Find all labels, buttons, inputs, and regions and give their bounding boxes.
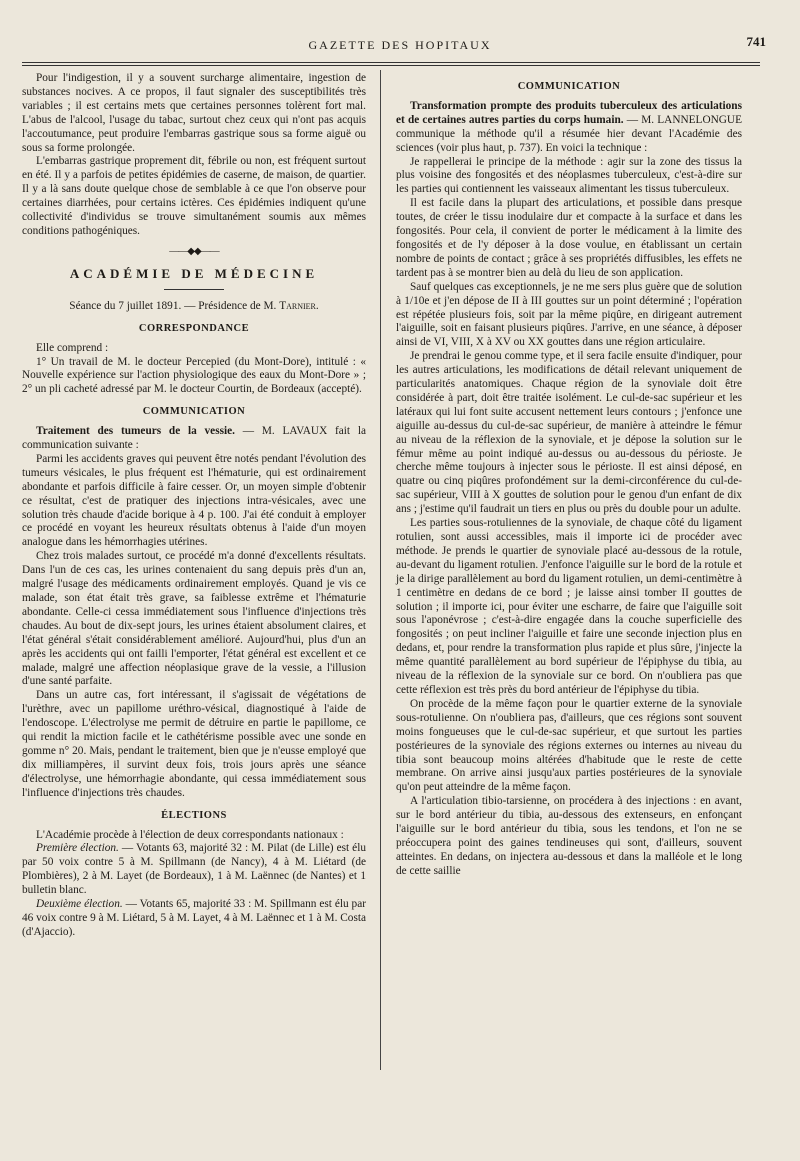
election-paragraph xyxy=(22,898,366,940)
header-rule xyxy=(22,62,760,66)
paragraph: Sauf quelques cas exceptionnels, je ne me sers plus guère que de solution à 1/10e et j'en dépose de II à III gouttes sur un point déterminé ; l'opération est répétée plusieurs fois, soit par la même piqûre, en dirigeant autrement l'aiguille, soit en faisant plusieurs piqûres. J'arrive, en une séance, à déposer ainsi de VI, VIII, X à XV ou XX gouttes dans une région articulaire. xyxy=(396,280,742,349)
paragraph: L'embarras gastrique proprement dit, fébrile ou non, est fréquent surtout en été. Il y a parfois de petites épidémies de caserne, de maison, de quartier. Il y a là sans doute quelque chose de semblable à ce que l'on observe pour certaines diarrhées, pour certains ictères. Ces épidémies indiquent qu'une collectivité d'individus se trouve simultanément soumis aux mêmes conditions pathogéniques. xyxy=(22,155,366,237)
running-title: GAZETTE DES HOPITAUX xyxy=(308,38,492,52)
article-title: Traitement des tumeurs de la vessie. xyxy=(36,425,235,438)
paragraph: Chez trois malades surtout, ce procédé m'a donné d'excellents résultats. Dans l'un de ces cas, les urines contenaient du sang depuis près d'un an, malgré l'usage des médicaments ordinairement employés. Quand je vis ce malade, son état était très grave, sa faiblesse extrême et l'hématurie abondante. Celle-ci cessa immédiatement sous l'influence d'injections très chaudes. Au bout de dix-sept jours, les urines étaient absolument claires, et l'état général s'était considérablement amélioré. Aujourd'hui, plus d'un an après les accidents qui ont failli l'emporter, l'état général est excellent et ce malade, malgré une affection néoplasique grave de la vessie, a l'illusion d'une santé parfaite. xyxy=(22,550,366,688)
paragraph: L'Académie procède à l'élection de deux correspondants nationaux : xyxy=(36,828,344,841)
article-intro xyxy=(396,100,742,156)
page-header xyxy=(20,34,780,56)
paragraph: A l'articulation tibio-tarsienne, on procédera à des injections : en avant, sur le bord antérieur du tibia, au-dessous des extenseurs, en enfonçant l'aiguille sur le bord antérieur du tibia, sous les tendons, et l'on ne se préoccupera point des gaines tendineuses qui sont, d'ailleurs, souvent atteintes. En dedans, on injectera au-dessous et dans la malléole et le long de cette saillie xyxy=(396,795,742,877)
election-paragraph xyxy=(22,842,366,898)
column-divider xyxy=(380,70,381,1070)
paragraph: Je rappellerai le principe de la méthode : agir sur la zone des tissus la plus voisine des fongosités et des néoplasmes tuberculeux, c'est-à-dire sur les parties qui contiennent les vaisseaux alimentant les tissus tuberculeux. xyxy=(396,155,742,196)
seance-line xyxy=(22,300,366,314)
article-intro xyxy=(22,425,366,453)
paragraph: 1° Un travail de M. le docteur Percepied (du Mont-Dore), intitulé : « Nouvelle expérience sur l'action physiologique des eaux du Mont-Dore » ; 2° un pli cacheté adressé par M. le docteur Courtin, de Bordeaux (accepté). xyxy=(22,355,366,396)
election-label: Première élection. xyxy=(36,842,119,855)
paragraph: Il est facile dans la plupart des articulations, et possible dans presque toutes, de créer le tissu inodulaire dur et compacte à la surface et dans les fongosités. Pour cela, il convient de porter le médicament à la limite des fongosités et de l'y déposer à la dose voulue, en établissant un certain nombre de points de contact ; grâce à ses propriétés diffusibles, les effets ne tardent pas à se montrer bien au delà du lieu de son application. xyxy=(396,197,742,279)
short-rule xyxy=(164,289,224,290)
right-column xyxy=(396,72,742,879)
left-column xyxy=(22,72,366,940)
heading-communication: COMMUNICATION xyxy=(142,406,246,418)
seance-text: Séance du 7 juillet 1891. — Présidence de M. xyxy=(69,299,280,312)
paragraph: Les parties sous-rotuliennes de la synoviale, de chaque côté du ligament rotulien, sont aussi accessibles, mais il importe ici de procéder avec méthode. Je prends le quartier de synoviale placé au-dessous de la rotule, au-devant du ligament rotulien. J'enfonce l'aiguille sur le bord de la rotule et je la dirige parallèlement au bord du ligament rotulien, un demi-centimètre à 1 centimètre en dedans de ce bord ; je laisse ainsi tomber II gouttes de solution ; il importe ici, pour éviter une escharre, de faire que l'aiguille soit sous l'aponévrose ; c'est-à-dire engagée dans la couche superficielle des fongosités ; on peut incliner l'aiguille et faire une seconde injection plus en dedans, et, pour rendre la transformation plus rapide et plus sûre, j'injecte la même quantité parallèlement au bord supérieur de l'épiphyse du tibia, au niveau de la réflexion de la synoviale sur ce bord. On n'oubliera pas que cette réflexion est très près du bord antérieur de l'épiphyse du tibia. xyxy=(396,517,742,696)
election-label: Deuxième élection. xyxy=(36,898,123,911)
seance-president: Tarnier. xyxy=(279,299,319,312)
heading-communication: COMMUNICATION xyxy=(517,81,621,92)
section-title-academie: ACADÉMIE DE MÉDECINE xyxy=(69,265,319,281)
page-number: 741 xyxy=(746,34,766,49)
article-author: — M. LAVAUX xyxy=(234,425,328,438)
article-intro-text: communique la méthode qu'il a résumée hier devant l'Académie des sciences (voir plus haut, p. 737). En voici la technique : xyxy=(396,127,742,154)
paragraph: Elle comprend : xyxy=(36,341,109,354)
paragraph: Dans un autre cas, fort intéressant, il s'agissait de végétations de l'urèthre, avec un papillome uréthro-vésical, diagnostiqué à l'aide de l'endoscope. L'électrolyse me permit de détruire en partie le papillome, ce qui rendit la miction facile et le cathétérisme possible avec une sonde en gomme n° 20. Mais, pendant le traitement, bien que je n'eusse employé que dix milliampères, il survint deux fois, trois jours après une séance d'électrolyse, une hémorrhagie abondante, qui cessa immédiatement sous l'influence d'injections très chaudes. xyxy=(22,689,366,799)
election-text: — Votants 65, majorité 33 : M. Spillmann est élu par 46 voix contre 9 à M. Liétard, 5 à M. Layet, 4 à M. Laënnec et 1 à M. Costa (d'Ajaccio). xyxy=(22,898,366,938)
article-title: Transformation prompte des produits tuberculeux des articulations et de certaines autres parties du corps humain. xyxy=(396,99,742,126)
article-author: — M. LANNELONGUE xyxy=(623,113,742,126)
paragraph: On procède de la même façon pour le quartier externe de la synoviale sous-rotulienne. On n'oubliera pas, d'ailleurs, que ces régions sont souvent moins fongueuses que le cul-de-sac supérieur, et que surtout les parties postérieures de la synoviale des régions externes ou internes au niveau du tibia sont beaucoup moins altérées d'habitude que le reste de cette membrane. On arrive ainsi jusqu'aux parties postérieures de la synoviale qu'on peut atteindre de la même façon. xyxy=(396,697,742,794)
heading-elections: ÉLECTIONS xyxy=(161,809,227,821)
heading-correspondance: CORRESPONDANCE xyxy=(138,322,250,334)
paragraph: Parmi les accidents graves qui peuvent être notés pendant l'évolution des tumeurs vésicales, le plus fréquent est l'hématurie, qui est ordinairement abondante et parfois difficile à faire cesser. Or, un moyen simple d'obtenir ce résultat, c'est de pratiquer des injections intra-vésicales, avec une solution très chaude d'acide borique à 4 p. 100. J'ai été conduit à employer ce procédé en voyant les heureux résultats obtenus à l'aide d'un moyen analogue dans les hémorrhagies utérines. xyxy=(22,452,366,549)
election-text: — Votants 63, majorité 32 : M. Pilat (de Lille) est élu par 50 voix contre 5 à M. Spillmann (de Nancy), 4 à M. Liétard (de Plombières), 2 à M. Layet (de Bordeaux), 1 à M. Laënnec (de Nantes) et 1 bulletin blanc. xyxy=(22,842,366,897)
paragraph: Pour l'indigestion, il y a souvent surcharge alimentaire, ingestion de substances nocives. A ce propos, il faut signaler des susceptibilités très variables ; il est certains mets que certaines personnes tolèrent fort mal. L'abus de l'alcool, l'usage du tabac, surtout chez ceux qui n'ont pas acquis l'accoutumance, peut produire l'embarras gastrique sous sa forme aiguë ou sous sa forme prolongée. xyxy=(22,72,366,154)
section-ornament: ——◆◆—— xyxy=(169,245,219,257)
article-intro-text: fait la communication suivante : xyxy=(22,425,366,452)
paragraph: Je prendrai le genou comme type, et il sera facile ensuite d'indiquer, pour les autres articulations, les modifications de détail relevant uniquement de particularités anatomiques. Chaque région de la synoviale doit être considérée à part, doit être traitée isolément. Le cul-de-sac supérieur et les latéraux qui lui font suite accusent nettement leurs contours ; j'enfonce une aiguille au-dessus du cul-de-sac supérieur, de manière à atteindre le fémur au niveau de la réflexion de la synoviale, et je dépose la solution sur le fémur même au point indiqué au-dessus ou au-dessous du périoste. Je cherche même toujours à injecter sous le périoste. Il est ainsi déposé, en quatre ou cinq piqûres profondément sur la demi-circonférence du cul-de-sac supérieur, VIII à X gouttes de solution pour le genou d'un enfant de dix ans ; j'estime qu'il faudrait un tiers en plus ou près du double pour un adulte. xyxy=(396,350,742,516)
